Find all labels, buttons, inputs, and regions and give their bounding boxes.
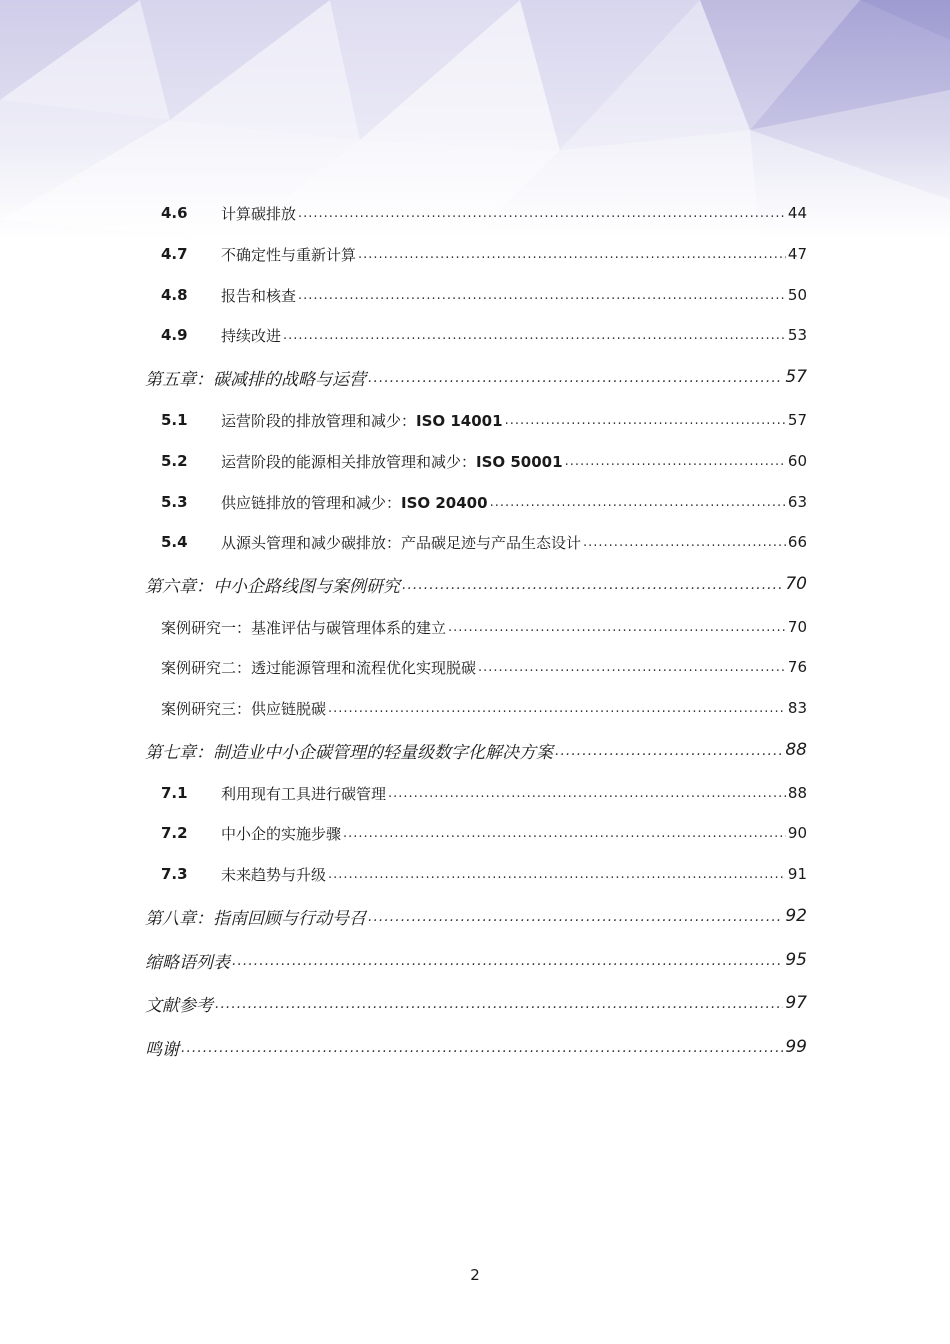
toc-title: 不确定性与重新计算 (221, 245, 357, 264)
toc-entry-7-3[interactable] (145, 861, 807, 887)
toc-title: 计算碳排放 (221, 204, 297, 223)
toc-entry-4-6[interactable] (145, 200, 807, 226)
toc-page: 90 (787, 824, 807, 842)
toc-title: 鸣谢 (145, 1039, 179, 1060)
dot-leader (343, 826, 786, 846)
dot-leader (298, 288, 786, 308)
toc-title: 第六章：中小企路线图与案例研究 (145, 576, 400, 597)
toc-title: 案例研究三：供应链脱碳 (161, 699, 327, 718)
toc-case-study-2[interactable] (145, 654, 807, 680)
toc-title: 第七章：制造业中小企碳管理的轻量级数字化解决方案 (145, 742, 553, 763)
toc-chapter-8[interactable] (145, 902, 807, 930)
toc-entry-5-1[interactable] (145, 407, 807, 433)
dot-leader (565, 454, 786, 474)
toc-title: 中小企的实施步骤 (221, 824, 342, 843)
toc-entry-7-2[interactable] (145, 820, 807, 846)
toc-title: 第五章：碳减排的战略与运营 (145, 369, 366, 390)
toc-page: 99 (785, 1037, 807, 1057)
dot-leader (328, 701, 786, 721)
toc-number: 4.9 (161, 326, 188, 344)
dot-leader (448, 620, 786, 640)
toc-page: 57 (787, 411, 807, 429)
toc-page: 47 (787, 245, 807, 263)
toc-title: 报告和核查 (221, 286, 297, 305)
dot-leader (583, 535, 786, 555)
toc-page: 83 (787, 699, 807, 717)
toc-number: 7.2 (161, 824, 188, 842)
toc-entry-5-2[interactable] (145, 448, 807, 474)
dot-leader (298, 206, 786, 226)
toc-title: 从源头管理和减少碳排放：产品碳足迹与产品生态设计 (221, 533, 582, 552)
toc-number: 4.8 (161, 286, 188, 304)
toc-page: 92 (785, 906, 807, 926)
toc-title: 运营阶段的排放管理和减少：ISO 14001 (221, 411, 503, 430)
toc-case-study-3[interactable] (145, 695, 807, 721)
dot-leader (181, 1040, 783, 1061)
toc-acknowledgements[interactable] (145, 1033, 807, 1061)
toc-page: 91 (787, 865, 807, 883)
toc-title: 文献参考 (145, 995, 213, 1016)
toc-title: 第八章：指南回顾与行动号召 (145, 908, 366, 929)
toc-chapter-6[interactable] (145, 570, 807, 598)
toc-abbreviations[interactable] (145, 946, 807, 974)
toc-page: 50 (787, 286, 807, 304)
toc-page: 57 (785, 367, 807, 387)
toc-entry-7-1[interactable] (145, 780, 807, 806)
toc-page: 44 (787, 204, 807, 222)
toc-page: 66 (787, 533, 807, 551)
toc-title: 持续改进 (221, 326, 282, 345)
toc-entry-4-7[interactable] (145, 241, 807, 267)
toc-page: 88 (787, 784, 807, 802)
toc-title: 运营阶段的能源相关排放管理和减少：ISO 50001 (221, 452, 563, 471)
dot-leader (478, 660, 786, 680)
toc-entry-5-4[interactable] (145, 529, 807, 555)
toc-number: 5.4 (161, 533, 188, 551)
dot-leader (232, 953, 783, 974)
toc-page: 76 (787, 658, 807, 676)
toc-title: 利用现有工具进行碳管理 (221, 784, 387, 803)
dot-leader (358, 247, 786, 267)
toc-number: 5.3 (161, 493, 188, 511)
toc-number: 5.2 (161, 452, 188, 470)
toc-number: 4.7 (161, 245, 188, 263)
dot-leader (490, 495, 786, 515)
page-number: 2 (470, 1266, 480, 1284)
dot-leader (368, 370, 783, 391)
toc-title: 未来趋势与升级 (221, 865, 327, 884)
dot-leader (388, 786, 786, 806)
toc-entry-5-3[interactable] (145, 489, 807, 515)
toc-title: 案例研究二：透过能源管理和流程优化实现脱碳 (161, 658, 477, 677)
toc-references[interactable] (145, 989, 807, 1017)
toc-number: 7.1 (161, 784, 188, 802)
dot-leader (215, 996, 783, 1017)
dot-leader (402, 577, 783, 598)
toc-page: 70 (785, 574, 807, 594)
dot-leader (368, 909, 783, 930)
toc-number: 5.1 (161, 411, 188, 429)
toc-chapter-5[interactable] (145, 363, 807, 391)
dot-leader (283, 328, 786, 348)
toc-page: 88 (785, 740, 807, 760)
dot-leader (555, 743, 783, 764)
toc-entry-4-9[interactable] (145, 322, 807, 348)
dot-leader (505, 413, 786, 433)
toc-page: 63 (787, 493, 807, 511)
toc-page: 53 (787, 326, 807, 344)
dot-leader (328, 867, 786, 887)
toc-title: 缩略语列表 (145, 952, 230, 973)
toc-chapter-7[interactable] (145, 736, 807, 764)
toc-title: 案例研究一：基准评估与碳管理体系的建立 (161, 618, 447, 637)
toc-page: 70 (787, 618, 807, 636)
toc-number: 7.3 (161, 865, 188, 883)
toc-entry-4-8[interactable] (145, 282, 807, 308)
toc-title: 供应链排放的管理和减少：ISO 20400 (221, 493, 488, 512)
toc-number: 4.6 (161, 204, 188, 222)
toc-page: 97 (785, 993, 807, 1013)
toc-case-study-1[interactable] (145, 614, 807, 640)
toc-page: 95 (785, 950, 807, 970)
toc-page: 60 (787, 452, 807, 470)
